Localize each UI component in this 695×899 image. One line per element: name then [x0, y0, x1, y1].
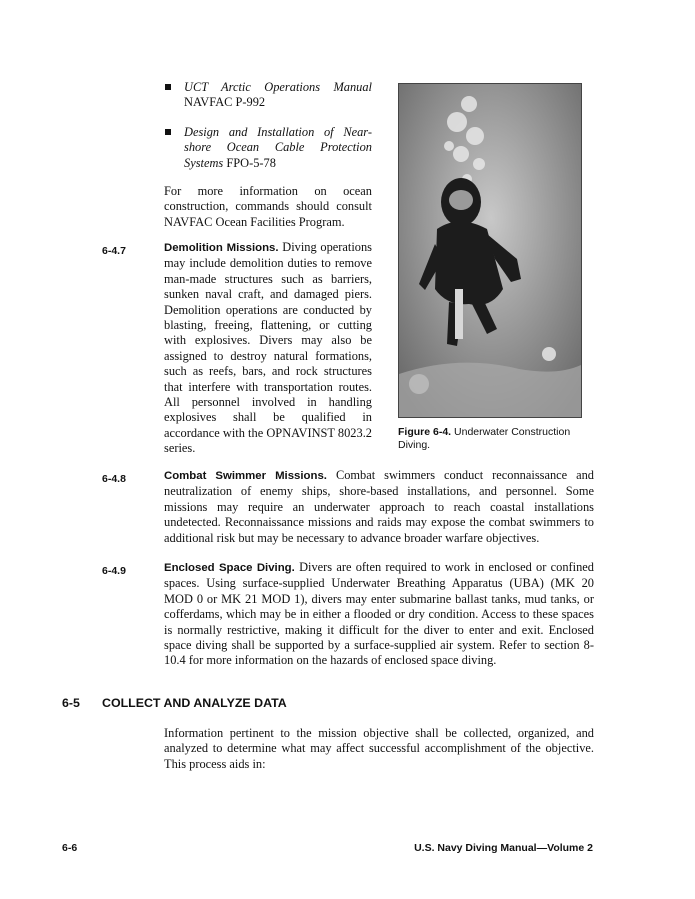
section-combat-swimmer	[164, 468, 594, 546]
heading-title: COLLECT AND ANALYZE DATA	[102, 696, 287, 710]
diver-illustration	[399, 84, 582, 418]
section-text: Diving operations may include demolition duties to remove man-made structures such as barriers, sunken naval craft, and damaged piers. Demolition operations are conducted by blasting, freeing, flattening, or cutting with explosives. Divers may also be assigned to destroy natural formations, such as reefs, bars, and rock structures that interfere with transportation routes. All personnel involved in handling explosives shall be qualified in accordance with the OPNAVINST 8023.2 series.	[164, 240, 372, 456]
list-item	[164, 125, 372, 171]
section-title: Demolition Missions.	[164, 242, 279, 254]
list-item	[164, 80, 372, 111]
figure-caption	[398, 426, 588, 452]
bullet-square-icon	[165, 129, 171, 135]
reference-title: Design and Installation of Near-shore Ocean Cable Protection Systems	[184, 124, 372, 170]
reference-number: FPO-5-78	[226, 155, 276, 170]
bullet-square-icon	[165, 84, 171, 90]
more-info-paragraph: For more information on ocean construction, commands should consult NAVFAC Ocean Facilities Program.	[164, 184, 372, 229]
figure-label: Figure 6-4.	[398, 426, 452, 438]
reference-title: UCT Arctic Operations Manual	[184, 80, 372, 94]
section-text: Combat swimmers conduct reconnaissance and neutralization of enemy ships, shore-based installations, and personnel. Some missions may require an underwater approach to reach coastal installations undetected. Reconnaissance missions and raids may expose the combat swimmers to additional risk but may be necessary to advance broader warfare objectives.	[164, 468, 594, 545]
collect-paragraph: Information pertinent to the mission objective shall be collected, organized, and analyzed to determine what may affect successful accomplishment of the objective. This process aids in:	[164, 726, 594, 771]
section-title: Enclosed Space Diving.	[164, 562, 295, 574]
page-number: 6-6	[62, 842, 78, 854]
section-demolition	[164, 240, 372, 457]
diver-photo	[398, 83, 582, 418]
figure-caption-text: Underwater Construction Diving.	[398, 426, 571, 451]
section-number: 6-4.8	[102, 473, 126, 485]
section-title: Combat Swimmer Missions.	[164, 470, 327, 482]
footer-title: U.S. Navy Diving Manual—Volume 2	[414, 842, 593, 854]
reference-number: NAVFAC P-992	[184, 95, 266, 110]
section-enclosed-space	[164, 560, 594, 669]
section-number: 6-4.9	[102, 565, 126, 577]
section-number: 6-4.7	[102, 245, 126, 257]
heading-number: 6-5	[62, 696, 80, 710]
section-text: Divers are often required to work in enclosed or confined spaces. Using surface-supplied Underwater Breathing Apparatus (UBA) (MK 20 MOD 0 or MK 21 MOD 1), divers may enter submarine ballast tanks, mud tanks, or cofferdams, which may be in either a flooded or dry condition. Access to these spaces is normally restrictive, making it difficult for the diver to enter and exit. Enclosed space diving shall be supported by a surface-supplied air system. Refer to section 8-10.4 for more information on the hazards of enclosed space diving.	[164, 560, 594, 668]
reference-list	[164, 80, 372, 185]
